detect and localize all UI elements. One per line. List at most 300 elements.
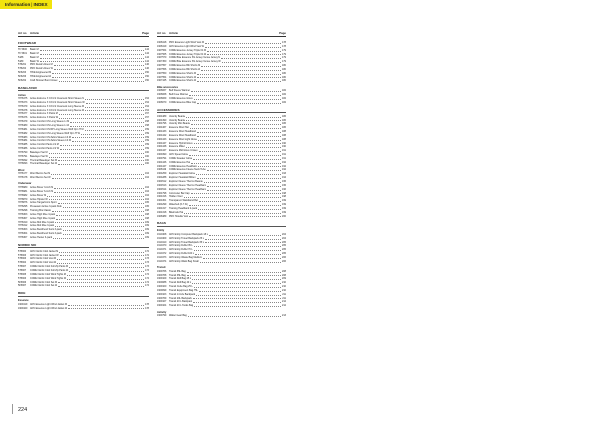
dot-leader <box>194 244 281 247</box>
page-ref: 159 <box>145 139 149 143</box>
article-number: 7878876 <box>18 201 28 205</box>
dot-leader <box>67 277 144 280</box>
article-name: Training Headband 2-pack <box>169 206 198 210</box>
article-number: 1904288 <box>157 176 167 180</box>
article-name: PRO Hotelite Vest <box>169 214 189 218</box>
page-ref: 211 <box>282 292 286 296</box>
article-number: 1904442 <box>157 133 167 137</box>
article-number: 7878483 <box>18 135 28 139</box>
article-number: 1909420 <box>18 306 28 310</box>
page-ref: 174 <box>145 272 149 276</box>
dot-leader <box>209 233 281 236</box>
dot-leader <box>57 257 144 260</box>
page-ref: 174 <box>145 284 149 288</box>
page-ref: 178 <box>282 41 286 44</box>
article-number: 1909794 <box>157 156 167 160</box>
article-number: 1904490 <box>157 118 167 122</box>
article-number: 1904447 <box>157 141 167 145</box>
dot-leader <box>194 142 281 145</box>
article-number: 7878295 <box>18 205 28 209</box>
page-number-divider <box>12 404 13 414</box>
article-name: CORE Nordic Club Set M <box>30 280 57 284</box>
dot-leader <box>189 153 281 156</box>
page-ref: 179 <box>282 52 286 56</box>
page-ref: 188 <box>282 130 286 134</box>
article-number: 1904316 <box>157 195 167 199</box>
article-number: 1904512 <box>157 180 167 183</box>
page-ref: 154 <box>145 100 149 104</box>
article-name: CORE Essence Hat <box>169 160 191 164</box>
page-ref: 168 <box>145 216 149 220</box>
page-ref: 164 <box>145 189 149 193</box>
page-ref: 164 <box>145 185 149 189</box>
article-name: ADV Essence Light Wind Jacket W <box>30 306 68 310</box>
dot-leader <box>40 60 144 63</box>
article-number: 1909768 <box>157 273 167 277</box>
article-name: Basin W <box>30 59 39 63</box>
dot-leader <box>197 79 281 82</box>
dot-leader <box>207 49 281 52</box>
page-ref: 173 <box>145 261 149 265</box>
page-ref: 180 <box>282 79 286 83</box>
article-number: 1907564 <box>157 48 167 52</box>
page-ref: 204 <box>282 236 286 240</box>
page-ref: 146 <box>145 63 149 67</box>
article-name: Essence Mid Glove Unisex <box>169 149 198 153</box>
dot-leader <box>192 277 281 280</box>
dot-leader <box>190 126 281 129</box>
dot-leader <box>60 143 144 146</box>
page-ref: 186 <box>282 114 286 118</box>
dot-leader <box>196 293 281 296</box>
dot-leader <box>58 281 144 284</box>
article-name: Active Extreme X Pants M <box>30 112 58 116</box>
dot-leader <box>205 41 281 44</box>
article-name: ADV Entity Waist Bag Small <box>169 259 199 263</box>
dot-leader <box>52 75 144 78</box>
article-name: Wool Merino Set M <box>30 172 51 176</box>
page-ref: 157 <box>145 116 149 120</box>
article-number: 1907445 <box>157 79 167 83</box>
article-number: 1909099 <box>157 288 167 292</box>
article-number: 5T5903 <box>18 253 27 257</box>
article-number: 7878477 <box>18 112 28 116</box>
dot-leader <box>40 48 144 51</box>
page-ref: 144 <box>145 51 149 55</box>
article-name: ADV Entity Waste Bag Medium <box>169 256 202 259</box>
article-number: 7878298 <box>18 209 28 213</box>
article-number: 1910471 <box>157 248 167 252</box>
article-number: 1904796 <box>157 122 167 126</box>
dot-leader <box>58 159 144 162</box>
dot-leader <box>199 289 281 292</box>
article-name: Basin M <box>30 48 39 51</box>
dot-leader <box>201 64 281 67</box>
dot-leader <box>193 300 281 303</box>
article-name: Active Comfort CN RP Long Sleeve Wolf Opt JT M <box>30 127 84 131</box>
article-number: 1904489 <box>157 114 167 118</box>
article-name: Preseason Active 3-pack Kids <box>30 205 62 209</box>
index-entry <box>18 162 149 166</box>
page-ref: 200 <box>282 214 286 218</box>
article-number: 5T5907 <box>18 269 27 272</box>
article-number: 7878473 <box>18 100 28 104</box>
article-name: Transit 20L Backpack <box>169 296 192 300</box>
article-number: 1910409 <box>157 236 167 240</box>
page-ref: 199 <box>282 206 286 210</box>
dot-leader <box>59 112 144 115</box>
page-ref: 178 <box>145 306 149 310</box>
index-column-right <box>157 31 286 318</box>
dot-leader <box>205 237 281 240</box>
page-ref: 174 <box>145 280 149 284</box>
header-bar <box>0 0 52 9</box>
dot-leader <box>207 168 281 171</box>
dot-leader <box>54 63 144 66</box>
dot-leader <box>204 180 281 183</box>
page-ref: 172 <box>145 253 149 257</box>
col-article: Article <box>169 31 178 35</box>
dot-leader <box>72 136 144 139</box>
dot-leader <box>52 209 144 212</box>
article-number: 1909490 <box>157 153 167 157</box>
page-ref: 182 <box>282 96 286 100</box>
article-number: 1904448 <box>157 145 167 149</box>
article-number: 7878790 <box>18 150 28 154</box>
article-name: Transit 20 L Tooks Bag <box>169 304 194 308</box>
page-ref: 168 <box>145 212 149 216</box>
dot-leader <box>222 60 281 63</box>
index-entry <box>157 215 286 219</box>
article-number: 1907556 <box>157 67 167 71</box>
article-name: Active High Rise 3-pack <box>30 216 56 220</box>
article-number: 1907570 <box>157 56 167 60</box>
index-entry <box>18 79 149 83</box>
article-name: CORE Bike Essence SS Jersey Venue Jersey W <box>169 60 221 64</box>
dot-leader <box>49 198 144 201</box>
column-header <box>157 31 286 37</box>
article-number: 7878482 <box>18 131 28 135</box>
page-ref: 205 <box>282 240 286 244</box>
page-ref: 182 <box>282 89 286 93</box>
page-ref: 195 <box>282 183 286 187</box>
section-heading: ACCESSORIES <box>157 108 286 114</box>
column-header <box>18 31 149 37</box>
article-name: Active Extreme X CN LS Crewneck Short Sleeve M <box>30 97 85 101</box>
article-number: 7878791 <box>18 154 28 158</box>
article-name: Craft Shower Boot Unisex <box>30 78 58 82</box>
page-ref: 205 <box>282 244 286 248</box>
dot-leader <box>194 285 281 288</box>
dot-leader <box>47 194 144 197</box>
article-name: Explorer Fleece Thermo Headband <box>169 183 207 187</box>
dot-leader <box>194 248 281 251</box>
article-name: Essence Wool Light Glove <box>169 137 197 141</box>
dot-leader <box>187 274 281 277</box>
dot-leader <box>193 157 281 160</box>
index-entry <box>18 284 149 288</box>
dot-leader <box>56 213 144 216</box>
article-number: 1909104 <box>157 304 167 308</box>
header-index-title: INDEX <box>33 2 48 7</box>
dot-leader <box>194 97 281 100</box>
page-ref: 150 <box>145 78 149 82</box>
article-number: 7878476 <box>18 116 28 120</box>
article-name: Active Tanga/micro Sport <box>30 201 57 205</box>
subsection-heading: Essence <box>18 299 29 303</box>
article-number: 7878982 <box>18 193 28 197</box>
article-name: Basin M <box>30 51 39 55</box>
page-ref: 199 <box>282 199 286 203</box>
article-number: 7878480 <box>18 124 28 127</box>
page-ref: 190 <box>282 141 286 145</box>
article-number: 7878312 <box>18 224 28 228</box>
page-ref: 159 <box>145 131 149 135</box>
dot-leader <box>189 215 281 218</box>
article-name: Velocity Beanie <box>169 114 186 118</box>
page-ref: 160 <box>145 158 149 162</box>
article-number: 7878177 <box>18 172 28 176</box>
article-number: 1908418 <box>157 41 167 44</box>
subsection-heading: Bike accessories <box>157 85 179 89</box>
article-number: 1909103 <box>157 292 167 296</box>
article-name: ADV Nordic Club Jacket M <box>30 249 59 253</box>
col-article: Article <box>30 31 39 35</box>
article-number: 7878310 <box>18 220 28 224</box>
dot-leader <box>191 89 281 92</box>
dot-leader <box>60 254 144 257</box>
article-name: Active Bestfriend Sock 3-pack <box>30 228 62 232</box>
dot-leader <box>205 45 281 48</box>
page-ref: 173 <box>145 265 149 269</box>
dot-leader <box>69 269 144 272</box>
page-ref: 192 <box>282 160 286 164</box>
article-name: Explorer Headwall Mitten <box>169 176 196 180</box>
page-ref: 154 <box>145 104 149 108</box>
article-name: CORE Essence Shorts M <box>169 71 196 75</box>
article-number: 5T5907 <box>18 265 27 269</box>
article-number: 7878303 <box>18 212 28 216</box>
article-number: 5T5900 <box>18 249 27 253</box>
index-entry <box>18 307 149 311</box>
article-name: Active Comfort Pants LS W <box>30 147 59 151</box>
article-number: 1904443 <box>157 137 167 141</box>
article-name: Active Mid Rise 3-pack <box>30 224 55 228</box>
dot-leader <box>207 188 281 191</box>
index-entry <box>157 260 286 264</box>
article-name: Transit 35L Bag <box>169 273 186 277</box>
dot-leader <box>58 162 144 165</box>
article-number: 7878304 <box>18 232 28 236</box>
dot-leader <box>58 284 144 287</box>
page-ref: 186 <box>282 122 286 126</box>
page-ref: 210 <box>282 285 286 289</box>
article-name: ADV Nordic Club Jacket W <box>30 253 59 257</box>
article-name: Transit 20 L Backpack <box>169 300 193 304</box>
page-ref: 179 <box>282 60 286 64</box>
article-number: 7878485 <box>18 143 28 147</box>
article-name: Bikehook Hat <box>169 210 184 214</box>
dot-leader <box>193 297 281 300</box>
article-name: CORE Nordic Club Wind Tights W <box>30 276 67 280</box>
page-ref: 205 <box>282 252 286 256</box>
article-name: CORE Essence Fleece Neck Tube <box>169 168 206 172</box>
page-ref: 169 <box>145 232 149 236</box>
page-ref: 199 <box>282 210 286 214</box>
article-name: CORE Bike Essence SS Jersey Venue Jersey M <box>169 56 221 60</box>
page-ref: 180 <box>282 71 286 75</box>
page-ref: 205 <box>282 248 286 252</box>
page-ref: 169 <box>145 224 149 228</box>
article-name: Explorer Headwall Glove <box>169 172 196 176</box>
dot-leader <box>199 149 281 152</box>
page-ref: 179 <box>282 48 286 52</box>
col-art-no: Art no <box>18 31 27 35</box>
article-number: 1909766 <box>157 269 167 273</box>
article-number: 5F5906 <box>18 280 27 284</box>
article-name: Active Boxer 3-inch M <box>30 185 54 189</box>
page-ref: 164 <box>145 176 149 180</box>
article-number: 1904301 <box>157 199 167 203</box>
article-name: CORE Essence Glove <box>169 96 193 100</box>
article-name: HIVE Engineered M <box>30 71 52 75</box>
index-entry <box>157 79 286 83</box>
page-ref: 208 <box>282 269 286 273</box>
article-number: TF 5601 <box>18 51 27 55</box>
dot-leader <box>40 52 144 55</box>
dot-leader <box>189 93 281 96</box>
dot-leader <box>188 314 281 317</box>
article-name: PRO Essence Light Wind Vest M <box>169 41 204 44</box>
page-ref: 188 <box>282 133 286 137</box>
article-name: HIVE Engineered W <box>30 74 52 78</box>
article-name: Active Hester 3-pack <box>30 235 53 239</box>
page-ref: 172 <box>145 249 149 253</box>
subsection-heading: Underwear <box>18 182 32 186</box>
article-number: 1908419 <box>157 44 167 48</box>
article-name: CORE Essence Jersey Triple Fit M <box>169 48 206 52</box>
article-number: 1907565 <box>157 52 167 56</box>
page-ref: 159 <box>145 143 149 147</box>
subsection-heading: Entity <box>157 229 165 233</box>
article-name: ADV Essence Light Wind Vest W <box>169 44 204 48</box>
dot-leader <box>55 224 144 227</box>
article-number: 5F5203 <box>18 71 27 75</box>
index-entry <box>18 236 149 240</box>
article-number: 5F5907 <box>18 284 27 288</box>
dot-leader <box>58 201 144 204</box>
dot-leader <box>85 109 144 112</box>
article-name: Active Boxer M <box>30 193 47 197</box>
section-heading: BIKE <box>18 291 149 297</box>
article-number: 1910470 <box>157 244 167 248</box>
article-number: 7878092 <box>18 158 28 162</box>
article-number: 1910474 <box>157 259 167 263</box>
article-number: 1909109 <box>157 277 167 281</box>
dot-leader <box>191 192 281 195</box>
article-number: 7878479 <box>18 120 28 124</box>
article-number: 1904299 <box>157 203 167 207</box>
dot-leader <box>60 147 144 150</box>
page-ref: 182 <box>282 100 286 104</box>
dot-leader <box>85 97 144 100</box>
article-number: 1904514 <box>157 187 167 191</box>
article-name: CORE Essence Bike Cap <box>169 100 197 104</box>
article-name: Transit Cube Bag 25 L <box>169 285 193 289</box>
article-name: ADV Entity Computer Backpack 18 L <box>169 232 209 236</box>
page-number: 224 <box>18 407 28 413</box>
subsection-heading: Activity <box>157 310 167 314</box>
article-name: Bell Knee Warmer <box>169 93 189 97</box>
article-name: Essence Hybrid Glove <box>169 141 193 145</box>
page-ref: 211 <box>282 296 286 300</box>
article-name: PRO Decal Unisex W <box>30 67 53 71</box>
article-name: Active Comfort CN Zebra Sleeve LS M <box>30 135 71 139</box>
page-ref: 159 <box>145 135 149 139</box>
page-ref: 196 <box>282 187 286 191</box>
col-page: Page <box>142 31 149 35</box>
dot-leader <box>200 260 281 263</box>
dot-leader <box>186 145 281 148</box>
article-name: CORE Essence Headband <box>169 164 198 168</box>
article-number: 1904447 <box>157 149 167 153</box>
article-name: Essence Wool Headband <box>169 130 196 134</box>
page-ref: 154 <box>145 97 149 101</box>
page-ref: 173 <box>145 269 149 272</box>
article-name: Training Bra Classic <box>30 209 52 213</box>
article-number: 1909100 <box>157 285 167 289</box>
page-ref: 199 <box>282 203 286 207</box>
page-ref: 174 <box>145 276 149 280</box>
article-name: Velocity Beanie <box>169 118 186 122</box>
article-name: Active Extreme X CN LS Crewneck Short Sleeve W <box>30 100 85 104</box>
page-ref: 192 <box>282 168 286 172</box>
article-name: ADV Entity Travel Backpack 35 L <box>169 240 205 244</box>
article-name: CORE Sweater Glove <box>169 156 193 160</box>
article-number: 1908489 <box>157 214 167 218</box>
page-ref: 159 <box>145 147 149 151</box>
dot-leader <box>197 72 281 75</box>
article-name: Explorer Fleece Thermo Beanie <box>169 180 203 183</box>
article-name: Baselayer Set W <box>30 154 48 158</box>
article-name: ADV Entity Duffel 35 L <box>169 244 193 248</box>
dot-leader <box>68 307 144 310</box>
article-name: Transit 65L Bag <box>169 269 186 273</box>
article-name: Active Bestfriend Sock 3-pack <box>30 232 62 236</box>
article-name: Essence Mitten <box>169 145 186 149</box>
section-heading: BASELAYER <box>18 86 149 92</box>
page-ref: 212 <box>282 300 286 304</box>
article-name: ADV Speed Glove <box>169 153 189 157</box>
dot-leader <box>197 76 281 79</box>
article-number: 1904447 <box>157 164 167 168</box>
page-ref: 179 <box>282 56 286 60</box>
article-name: Velocity Mini Beanie <box>169 122 191 126</box>
article-name: Commuter Bar Cap <box>169 191 190 195</box>
dot-leader <box>57 261 144 264</box>
article-name: Walter Gear Bag <box>169 314 187 318</box>
article-number: 1908067 <box>157 89 167 93</box>
article-name: Active Hipster W <box>30 197 48 201</box>
dot-leader <box>52 71 144 74</box>
article-number: 1904433 <box>157 130 167 134</box>
dot-leader <box>52 176 144 179</box>
article-name: ADV Entity Duffel 100 L <box>169 252 195 256</box>
page-ref: 206 <box>282 259 286 263</box>
index-entry <box>157 304 286 308</box>
article-name: PRO Decal Unisex M <box>30 63 53 67</box>
page-ref: 209 <box>282 277 286 281</box>
